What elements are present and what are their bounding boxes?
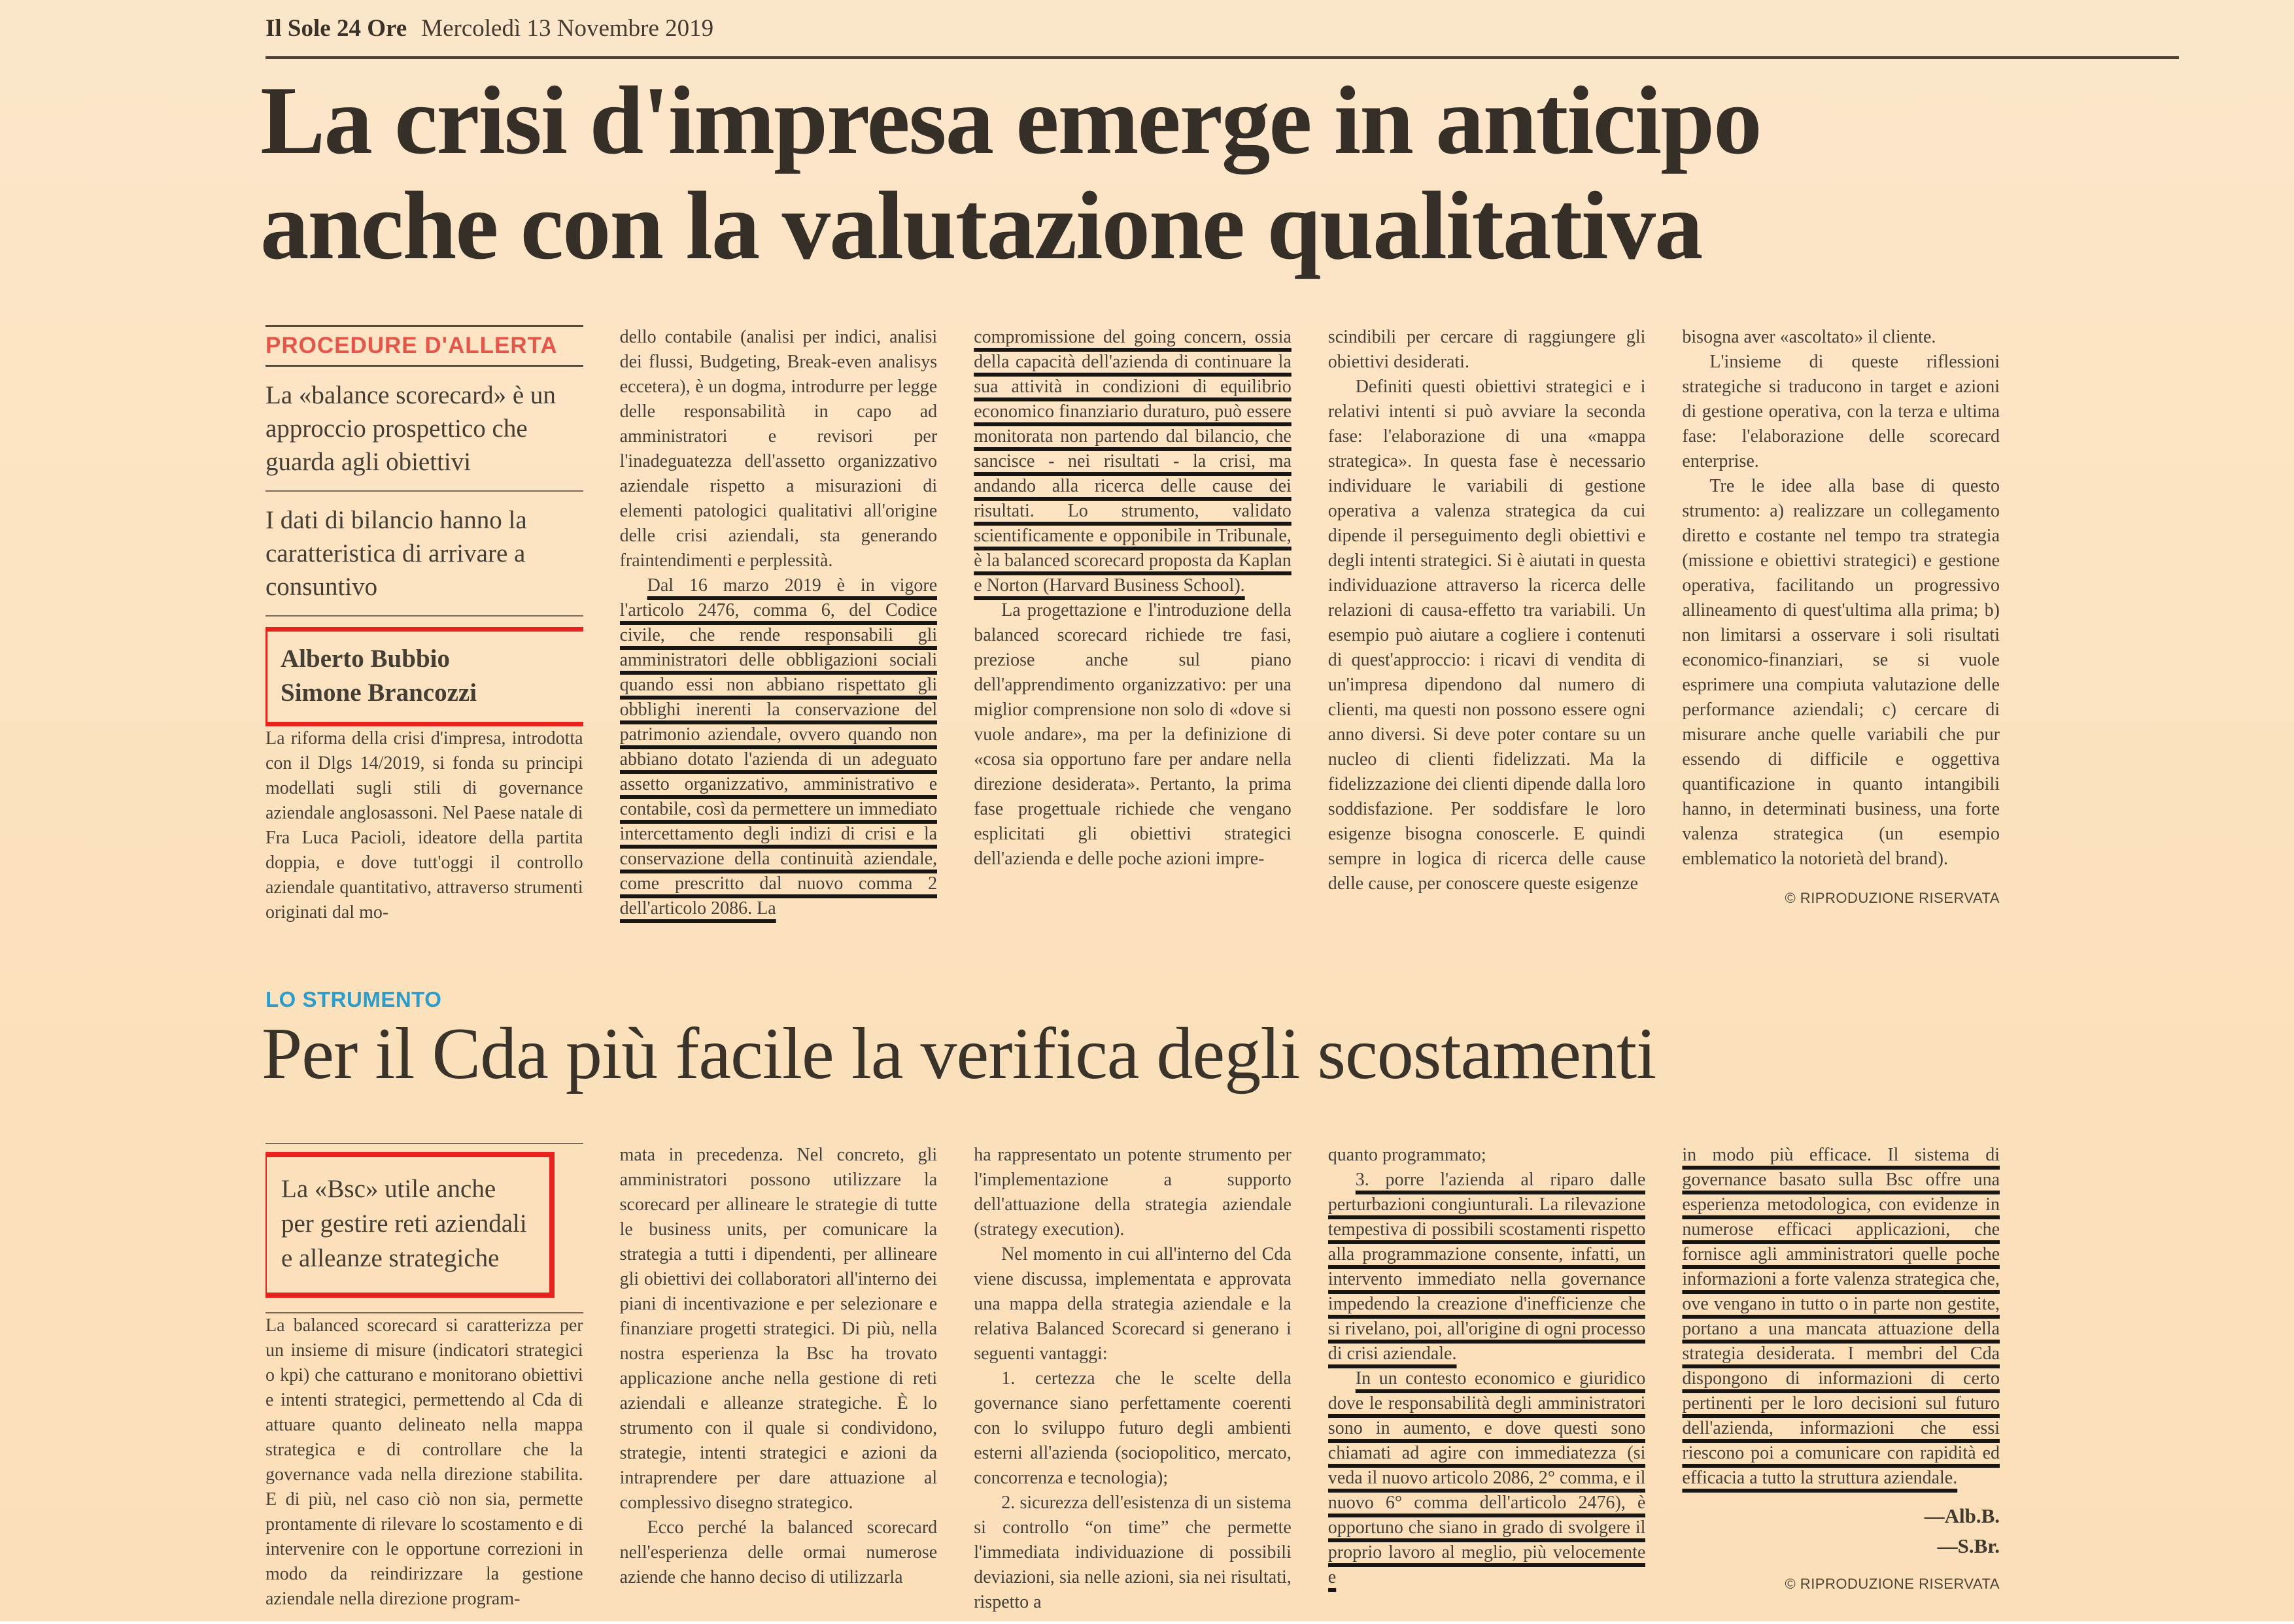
article2-column-3 [974, 1143, 1292, 1624]
paragraph-text: Definiti questi obiettivi strategici e i relativi intenti si può avviare la seconda fase: l'elaborazione di una «mappa strategica». In questa fase è necessario individuare le variabili di gestione operativa a valenza strategica da cui dipende il perseguimento degli obiettivi e degli intenti strategici. Si è aiutati in questa individuazione attraverso la ricerca delle relazioni di causa-effetto tra variabili. Un esempio può aiutare a cogliere i contenuti di quest'approccio: i ricavi di vendita di un'impresa dipendono dal numero di clienti, ma questi non possono essere ogni anno diversi. Si deve poter contare su un nucleo di clienti fidelizzati. Ma la fidelizzazione dei clienti dipende dalla loro soddisfazione. Per soddisfare le loro esigenze bisogna conoscerle. E quindi sempre in logica di ricerca delle cause delle cause, per conoscere queste esigenze [1327, 377, 1646, 894]
paragraph-text: 1. certezza che le scelte della governance siano perfettamente coerenti con lo sviluppo futuro degli ambienti esterni all'azienda (sociopolitico, mercato, concorrenza e tecnologia); [974, 1368, 1292, 1488]
paragraph [1682, 325, 2000, 350]
bsc-highlight-box: La «Bsc» utile anche per gestire reti aziendali e alleanze strategiche [265, 1152, 555, 1298]
copyright-notice: © RIPRODUZIONE RISERVATA [1785, 890, 2000, 906]
paragraph [974, 1143, 1292, 1242]
paragraph-text: scindibili per cercare di raggiungere gli obiettivi desiderati. [1327, 327, 1646, 372]
paragraph [1328, 1366, 1646, 1590]
standfirst-divider-2 [265, 615, 583, 617]
underlined-passage: in modo più efficace. Il sistema di governance basato sulla Bsc offre una esperienza metodologica, con evidenze in numerose efficaci applicazioni, che fornisce agli amministratori quelle poche informazioni a forte valenza strategica che, ove vengano in tutto o in parte non gestite, portano a una mancata attuazione della strategia desiderata. I membri del Cda dispongono di informazioni di certo pertinenti per le loro decisioni sul futuro dell'azienda, informazioni che essi riescono poi a comunicare con rapidità ed efficacia a tutto la struttura aziendale. [1682, 1145, 2000, 1488]
paragraph-text: Ecco perché la balanced scorecard nell'esperienza delle ormai numerose aziende che hanno deciso di utilizzarla [619, 1517, 938, 1587]
paragraph [1328, 1168, 1646, 1366]
article1-kicker: PROCEDURE D'ALLERTA [265, 333, 558, 358]
article1-headline [260, 68, 2222, 279]
underlined-passage: compromissione del going concern, ossia della capacità dell'azienda di continuare la sua attività in condizioni di equilibrio economico finanziario duraturo, può essere monitorata non partendo dal bilancio, che sancisce - nei risultati - la crisi, ma andando alla ricerca delle cause dei risultati. Lo strumento, validato scientificamente e opponibile in Tribunale, è la balanced scorecard proposta da Kaplan e Norton (Harvard Business School). [974, 327, 1292, 596]
paragraph [1682, 474, 2000, 871]
masthead [265, 14, 713, 42]
article2-column-4 [1328, 1143, 1646, 1624]
paragraph [1328, 375, 1646, 896]
underlined-passage: Dal 16 marzo 2019 è in vigore l'articolo 2476, comma 6, del Codice civile, che rende responsabili gli amministratori delle obbligazioni sociali quando essi non abbiano rispettato gli obblighi inerenti la conservazione del patrimonio aziendale, ovvero quando non abbiano dotato l'azienda di un adeguato assetto organizzativo, amministrativo e contabile, così da permettere un immediato intercettamento degli indizi di crisi e la conservazione della continuità aziendale, come prescritto dal nuovo comma 2 dell'articolo 2086. La [619, 575, 938, 919]
box-rule-top [265, 1143, 583, 1144]
paragraph [974, 1366, 1292, 1491]
article2-kicker: LO STRUMENTO [265, 987, 442, 1011]
paragraph [974, 1491, 1292, 1615]
authors-highlight-box [265, 627, 583, 726]
paragraph [620, 1143, 938, 1515]
article2-headline: Per il Cda più facile la verifica degli scostamenti [262, 1013, 1656, 1094]
paragraph: La riforma della crisi d'impresa, introdotta con il Dlgs 14/2019, si fonda su principi modellati sugli stili di governance aziendale anglosassoni. Nel Paese natale di Fra Luca Pacioli, ideatore della partita doppia, e dove tutt'oggi il controllo aziendale quantitativo, attraverso strumenti originati dal mo- [265, 728, 583, 922]
article1-standfirst-1: La «balance scorecard» è un approccio prospettico che guarda agli obiettivi [265, 381, 556, 476]
article1-headline-line2: anche con la valutazione qualitativa [260, 172, 1702, 280]
paragraph [1328, 1143, 1646, 1168]
paragraph-text: bisogna aver «ascoltato» il cliente. [1682, 327, 1936, 347]
underlined-passage: 3. porre l'azienda al riparo dalle perturbazioni congiunturali. La rilevazione tempestiva di possibili scostamenti rispetto alla programmazione consente, infatti, un intervento immediato nella governance impedendo la creazione d'inefficienze che si rivelano, poi, all'origine di ogni processo di crisi aziendale. [1327, 1170, 1646, 1364]
copyright-notice: © RIPRODUZIONE RISERVATA [1785, 1576, 2000, 1592]
paragraph-text: L'insieme di queste riflessioni strategiche si traducono in target e azioni di gestione operativa, con la terza e ultima fase: l'elaborazione delle scorecard enterprise. [1682, 352, 2000, 471]
article2-column-2 [620, 1143, 938, 1624]
paragraph-text: dello contabile (analisi per indici, analisi dei flussi, Budgeting, Break-even analisys eccetera), è un dogma, introdurre per legge delle responsabilità in capo ad amministratori e revisori per l'inadeguatezza dell'assetto organizzativo aziendale rispetto a misurazioni di elementi patologici qualitativi all'origine delle crisi aziendali, sta generando fraintendimenti e perplessità. [619, 327, 938, 571]
paragraph-text: Nel momento in cui all'interno del Cda viene discussa, implementata e approvata una mappa della strategia aziendale e la relativa Balanced Scorecard si generano i seguenti vantaggi: [974, 1244, 1292, 1364]
paragraph [620, 1515, 938, 1590]
masthead-rule [265, 56, 2179, 59]
article1-column-1 [265, 325, 583, 941]
author-name: Alberto Bubbio [281, 645, 450, 673]
masthead-brand: Il Sole 24 Ore [265, 15, 407, 42]
article1-column-5 [1682, 325, 2000, 941]
paragraph-text: 2. sicurezza dell'esistenza di un sistema si controllo “on time” che permette l'immediata individuazione di possibili deviazioni, sia nelle azioni, sia nei risultati, rispetto a [974, 1493, 1292, 1612]
article1-headline-line1: La crisi d'impresa emerge in anticipo [260, 67, 1761, 175]
standfirst-divider-1 [265, 490, 583, 492]
paragraph-text: quanto programmato; [1327, 1145, 1486, 1165]
article2-column-1 [265, 1143, 583, 1624]
paragraph [1328, 325, 1646, 375]
paragraph-text: Tre le idee alla base di questo strumento: a) realizzare un collegamento diretto e costante nel tempo tra strategia (missione e obiettivi strategici) e gestione operativa, facilitando un progressivo allineamento di quest'ultima alla prima; b) non limitarsi a osservare i soli risultati economico-finanziari, se si vuole esprimere una compiuta valutazione delle performance aziendali; c) cercare di misurare anche quelle variabili che pur essendo di difficile e oggettiva quantificazione in quanto intangibili hanno, in determinati business, una forte valenza strategica (un esempio emblematico la notorietà del brand). [1682, 476, 2000, 869]
paragraph [620, 573, 938, 921]
author-signature: —S.Br. [1937, 1534, 2000, 1557]
paragraph [1682, 350, 2000, 474]
article1-column-2 [620, 325, 938, 941]
paragraph [265, 1313, 583, 1612]
paragraph [974, 1242, 1292, 1366]
paragraph [620, 325, 938, 573]
article1-standfirst-2: I dati di bilancio hanno la caratteristica di arrivare a consuntivo [265, 506, 527, 601]
paragraph-text: La balanced scorecard si caratterizza per un insieme di misure (indicatori strategici o kpi) che catturano e monitorano obiettivi e intenti strategici, permettendo al Cda di attuare quanto delineato nella mappa strategica e di controllare che la governance vada nella direzione stabilita. E di più, nel caso ciò non sia, permette prontamente di rilevare lo scostamento e di intervenire con le opportune correzioni in modo da reindirizzare la gestione aziendale nella direzione program- [265, 1315, 583, 1609]
kicker-rule-top [265, 325, 583, 327]
article1-column-4 [1328, 325, 1646, 941]
paragraph-text: La progettazione e l'introduzione della balanced scorecard richiede tre fasi, preziose anche sul piano dell'apprendimento organizzativo: per una miglior comprensione non solo di «dove si vuole andare», ma per la definizione di «cosa sia opportuno fare per andare nella direzione desiderata». Pertanto, la prima fase progettuale richiede che vengano esplicitati gli obiettivi strategici dell'azienda e delle poche azioni impre- [974, 600, 1292, 869]
masthead-date: Mercoledì 13 Novembre 2019 [421, 15, 714, 42]
article2-body [265, 1143, 2000, 1624]
article2-column-5 [1682, 1143, 2000, 1624]
paragraph-text: ha rappresentato un potente strumento per l'implementazione a supporto dell'attuazione della strategia aziendale (strategy execution). [974, 1145, 1292, 1240]
paragraph-text: mata in precedenza. Nel concreto, gli amministratori possono utilizzare la scorecard per allineare le strategie di tutte le business units, per comunicare la strategia a tutti i dipendenti, per allineare gli obiettivi dei collaboratori all'interno dei piani di incentivazione e per selezionare e finanziare progetti strategici. Di più, nella nostra esperienza la Bsc ha trovato applicazione anche nella gestione di reti aziendali e alleanze strategiche. È lo strumento con il quale si condividono, strategie, intenti strategici e azioni da intraprendere per dare attuazione al complessivo disegno strategico. [619, 1145, 938, 1513]
paragraph [974, 325, 1292, 598]
paragraph [974, 598, 1292, 871]
article1-column-3 [974, 325, 1292, 941]
article1-body [265, 325, 2000, 941]
author-name: Simone Brancozzi [281, 679, 477, 707]
kicker-rule-bottom [265, 365, 583, 367]
author-signature: —Alb.B. [1924, 1504, 2000, 1527]
paragraph [1682, 1143, 2000, 1491]
underlined-passage: In un contesto economico e giuridico dove le responsabilità degli amministratori sono in aumento, e dove questi sono chiamati ad agire con immediatezza (si veda il nuovo articolo 2086, 2° comma, e il nuovo 6° comma dell'articolo 2476), è opportuno che siano in grado di svolgere il proprio lavoro al meglio, più velocemente e [1327, 1368, 1646, 1587]
